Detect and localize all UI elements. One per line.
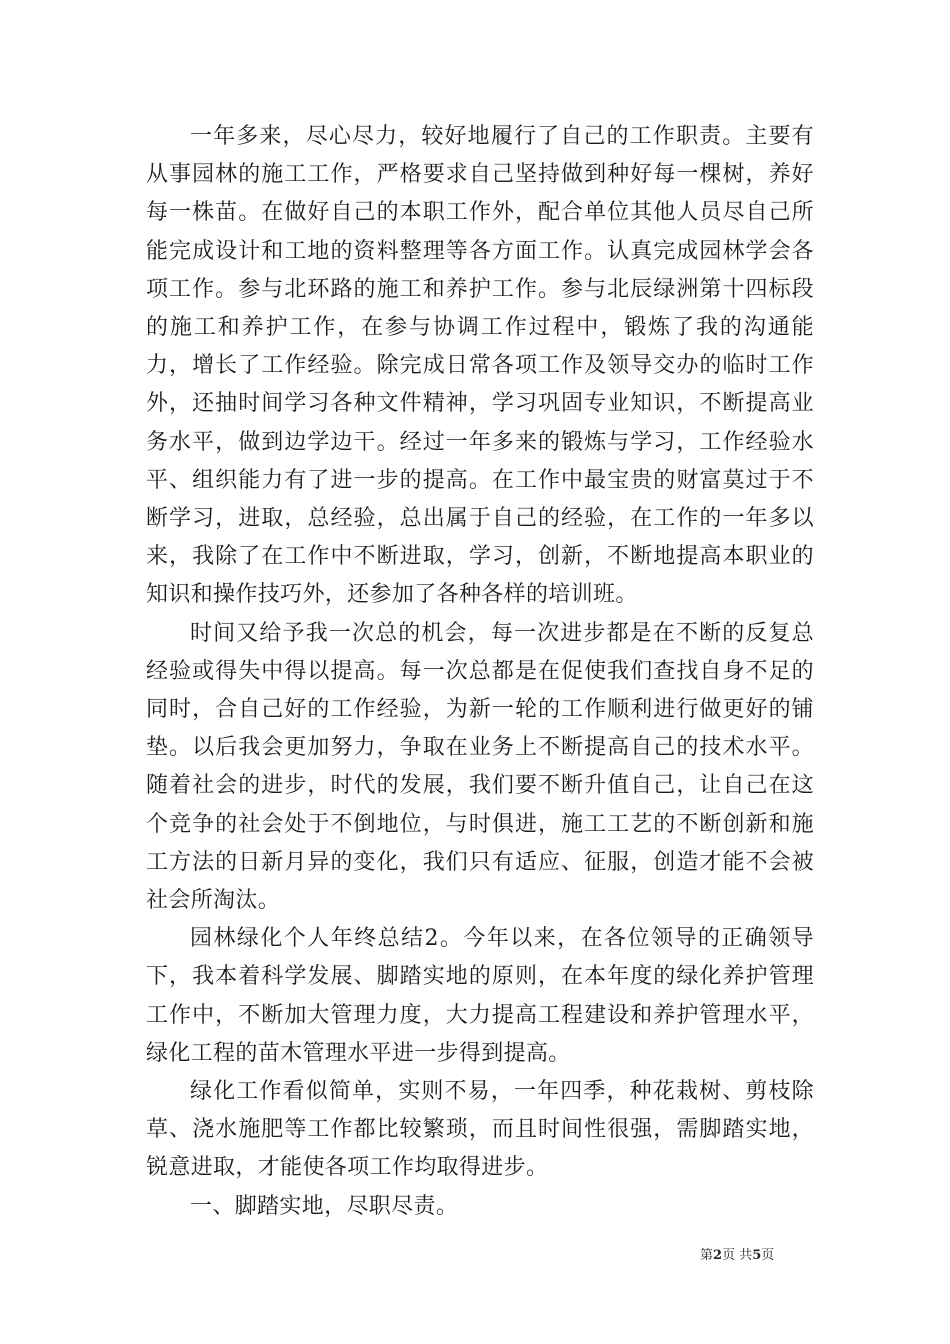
footer-middle: 页 共 bbox=[722, 1248, 753, 1263]
total-page-count: 5 bbox=[752, 1248, 762, 1263]
footer-suffix: 页 bbox=[761, 1248, 775, 1263]
paragraph: 一年多来，尽心尽力，较好地履行了自己的工作职责。主要有从事园林的施工工作，严格要求自己坚持做到种好每一棵树，养好每一株苗。在做好自己的本职工作外，配合单位其他人员尽自己所能完成设计和工地的资料整理等各方面工作。认真完成园林学会各项工作。参与北环路的施工和养护工作。参与北辰绿洲第十四标段的施工和养护工作，在参与协调工作过程中，锻炼了我的沟通能力，增长了工作经验。除完成日常各项工作及领导交办的临时工作外，还抽时间学习各种文件精神，学习巩固专业知识，不断提高业务水平，做到边学边干。经过一年多来的锻炼与学习，工作经验水平、组织能力有了进一步的提高。在工作中最宝贵的财富莫过于不断学习，进取，总经验，总出属于自己的经验，在工作的一年多以来，我除了在工作中不断进取，学习，创新，不断地提高本职业的知识和操作技巧外，还参加了各种各样的培训班。 bbox=[146, 124, 814, 608]
document-body bbox=[146, 118, 814, 1226]
current-page-number: 2 bbox=[713, 1248, 723, 1263]
page-footer bbox=[700, 1247, 810, 1265]
footer-prefix: 第 bbox=[700, 1248, 714, 1263]
paragraph: 绿化工作看似简单，实则不易，一年四季，种花栽树、剪枝除草、浇水施肥等工作都比较繁琐，而且时间性很强，需脚踏实地，锐意进取，才能使各项工作均取得进步。 bbox=[146, 1079, 814, 1181]
paragraph: 时间又给予我一次总的机会，每一次进步都是在不断的反复总经验或得失中得以提高。每一次总都是在促使我们查找自身不足的同时，合自己好的工作经验，为新一轮的工作顺利进行做更好的铺垫。以后我会更加努力，争取在业务上不断提高自己的技术水平。随着社会的进步，时代的发展，我们要不断升值自己，让自己在这个竞争的社会处于不倒地位，与时俱进，施工工艺的不断创新和施工方法的日新月异的变化，我们只有适应、征服，创造才能不会被社会所淘汰。 bbox=[146, 620, 814, 914]
section-heading: 一、脚踏实地，尽职尽责。 bbox=[190, 1193, 459, 1219]
paragraph: 园林绿化个人年终总结2。今年以来，在各位领导的正确领导下，我本着科学发展、脚踏实地的原则，在本年度的绿化养护管理工作中，不断加大管理力度，大力提高工程建设和养护管理水平，绿化工程的苗木管理水平进一步得到提高。 bbox=[146, 926, 814, 1066]
